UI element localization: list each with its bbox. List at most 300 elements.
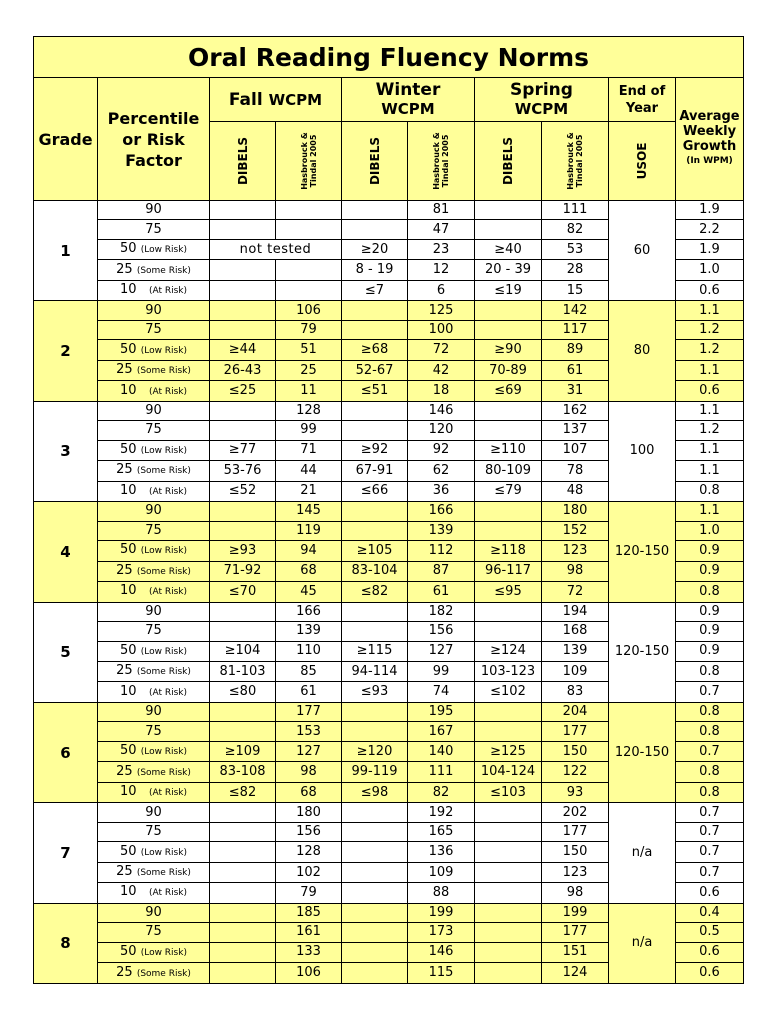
spring-dibels-cell: ≥118 (475, 541, 542, 561)
fall-hasbrouck-cell: 185 (276, 903, 342, 922)
winter-hasbrouck-cell: 139 (408, 521, 475, 540)
winter-hasbrouck-cell: 192 (408, 803, 475, 822)
grade-cell: 2 (34, 301, 98, 401)
fall-hasbrouck-cell: 98 (276, 762, 342, 782)
spring-hasbrouck-cell: 151 (542, 942, 609, 962)
percentile-header: Percentile or Risk Factor (98, 78, 210, 201)
percentile-value: 90 (145, 804, 162, 820)
percentile-value: 10 (119, 683, 137, 699)
fall-label: Fall (228, 89, 263, 110)
risk-label: (Low Risk) (140, 947, 187, 958)
fall-hasbrouck-cell: 11 (276, 381, 342, 401)
winter-hasbrouck-cell: 62 (408, 461, 475, 481)
winter-dibels-cell (342, 803, 408, 822)
fall-hasbrouck-cell: 21 (276, 481, 342, 501)
weekly-growth-cell: 0.7 (676, 842, 744, 862)
winter-hasbrouck-cell: 115 (408, 963, 475, 984)
percentile-value: 90 (145, 904, 162, 920)
winter-dibels-cell (342, 942, 408, 962)
winter-hasbrouck-cell: 167 (408, 722, 475, 741)
fall-dibels-cell: ≤82 (210, 782, 276, 802)
spring-dibels-cell: ≥110 (475, 440, 542, 460)
weekly-growth-cell: 1.1 (676, 440, 744, 460)
spring-dibels-cell: ≤103 (475, 782, 542, 802)
end-of-year-cell: n/a (609, 903, 676, 983)
risk-label: (Some Risk) (136, 767, 191, 778)
end-of-year-cell: 100 (609, 401, 676, 501)
not-tested-cell: not tested (210, 239, 342, 259)
percentile-value: 10 (119, 884, 137, 900)
spring-dibels-cell (475, 803, 542, 822)
winter-dibels-cell (342, 842, 408, 862)
risk-label: (Low Risk) (140, 245, 187, 256)
winter-hasbrouck-cell: 173 (408, 923, 475, 942)
fall-hasbrouck-cell: 51 (276, 340, 342, 360)
spring-dibels-cell (475, 602, 542, 621)
risk-label: (Low Risk) (140, 847, 187, 858)
spring-dibels-cell: ≥90 (475, 340, 542, 360)
percentile-cell (98, 301, 210, 320)
winter-dibels-cell (342, 502, 408, 521)
weekly-growth-cell: 0.8 (676, 582, 744, 602)
weekly-growth-cell: 0.5 (676, 923, 744, 942)
percentile-cell (98, 239, 210, 259)
weekly-growth-cell: 0.9 (676, 602, 744, 621)
end-of-year-cell: 120-150 (609, 602, 676, 702)
winter-dibels-cell (342, 722, 408, 741)
winter-hasbrouck-cell: 36 (408, 481, 475, 501)
percentile-value: 90 (145, 403, 162, 419)
percentile-cell (98, 541, 210, 561)
percentile-cell (98, 702, 210, 721)
risk-label: (At Risk) (148, 486, 188, 497)
percentile-value: 25 (116, 462, 133, 478)
fall-dibels-cell (210, 622, 276, 641)
percentile-cell (98, 682, 210, 702)
percentile-cell (98, 461, 210, 481)
percentile-value: 25 (116, 864, 133, 879)
percentile-value: 90 (145, 603, 162, 619)
end-of-year-cell: 120-150 (609, 502, 676, 602)
spring-hasbrouck-cell: 83 (542, 682, 609, 702)
fall-dibels-cell (210, 942, 276, 962)
spring-hasbrouck-cell: 152 (542, 521, 609, 540)
spring-hasbrouck-header: Hasbrouck & Tindal 2005 (542, 122, 609, 201)
spring-dibels-cell: ≤102 (475, 682, 542, 702)
spring-hasbrouck-cell: 150 (542, 741, 609, 761)
fall-dibels-cell (210, 602, 276, 621)
percentile-value: 50 (120, 341, 137, 357)
winter-hasbrouck-cell: 23 (408, 239, 475, 259)
risk-label: (Some Risk) (136, 566, 191, 577)
percentile-cell (98, 260, 210, 280)
fall-dibels-cell: 26-43 (210, 360, 276, 380)
winter-dibels-cell (342, 602, 408, 621)
table-row (34, 502, 744, 521)
spring-hasbrouck-cell: 202 (542, 803, 609, 822)
percentile-value: 75 (145, 924, 162, 940)
spring-hasbrouck-cell: 123 (542, 862, 609, 882)
spring-hasbrouck-cell: 139 (542, 641, 609, 661)
percentile-cell (98, 602, 210, 621)
winter-hasbrouck-cell: 109 (408, 862, 475, 882)
weekly-growth-cell: 0.6 (676, 381, 744, 401)
percentile-value: 10 (119, 583, 137, 599)
risk-label: (Some Risk) (136, 667, 191, 678)
spring-dibels-cell: 80-109 (475, 461, 542, 481)
spring-dibels-cell: 104-124 (475, 762, 542, 782)
weekly-growth-cell: 1.2 (676, 320, 744, 339)
winter-dibels-cell: ≤93 (342, 682, 408, 702)
percentile-value: 50 (120, 843, 137, 859)
weekly-growth-cell: 0.7 (676, 741, 744, 761)
percentile-value: 25 (116, 763, 133, 779)
table-title: Oral Reading Fluency Norms (34, 37, 744, 78)
fall-hasbrouck-cell (276, 220, 342, 239)
percentile-cell (98, 582, 210, 602)
spring-dibels-cell (475, 521, 542, 540)
fall-hasbrouck-cell: 161 (276, 923, 342, 942)
fall-dibels-cell: ≤70 (210, 582, 276, 602)
table-row (34, 903, 744, 922)
fall-dibels-cell (210, 260, 276, 280)
risk-label: (At Risk) (148, 386, 188, 397)
risk-label: (Some Risk) (136, 466, 191, 477)
fall-hasbrouck-cell: 177 (276, 702, 342, 721)
spring-hasbrouck-cell: 162 (542, 401, 609, 420)
fall-dibels-cell (210, 963, 276, 984)
spring-hasbrouck-cell: 93 (542, 782, 609, 802)
percentile-value: 90 (145, 202, 162, 218)
winter-hasbrouck-header: Hasbrouck & Tindal 2005 (408, 122, 475, 201)
winter-hasbrouck-cell: 156 (408, 622, 475, 641)
fall-hasbrouck-cell: 79 (276, 883, 342, 903)
weekly-growth-label: Average Weekly Growth (679, 109, 740, 154)
grade-cell: 4 (34, 502, 98, 602)
spring-dibels-cell: 20 - 39 (475, 260, 542, 280)
spring-hasbrouck-cell: 177 (542, 923, 609, 942)
percentile-cell (98, 722, 210, 741)
fall-dibels-cell (210, 421, 276, 440)
percentile-value: 50 (120, 943, 137, 959)
spring-dibels-cell: ≤79 (475, 481, 542, 501)
fall-dibels-cell: ≤52 (210, 481, 276, 501)
fall-dibels-cell: 71-92 (210, 561, 276, 581)
spring-hasbrouck-cell: 15 (542, 280, 609, 300)
spring-dibels-cell (475, 842, 542, 862)
winter-dibels-cell: 83-104 (342, 561, 408, 581)
winter-hasbrouck-cell: 6 (408, 280, 475, 300)
weekly-growth-cell: 1.1 (676, 401, 744, 420)
fall-dibels-cell: ≥77 (210, 440, 276, 460)
fall-hasbrouck-cell (276, 280, 342, 300)
spring-dibels-cell: ≥124 (475, 641, 542, 661)
percentile-cell (98, 220, 210, 239)
percentile-cell (98, 782, 210, 802)
risk-label: (Some Risk) (136, 265, 191, 276)
fall-dibels-cell (210, 842, 276, 862)
spring-dibels-cell (475, 903, 542, 922)
percentile-value: 25 (116, 964, 133, 980)
percentile-cell (98, 502, 210, 521)
table-row (34, 201, 744, 220)
fall-hasbrouck-cell: 79 (276, 320, 342, 339)
winter-hasbrouck-cell: 120 (408, 421, 475, 440)
fall-hasbrouck-cell (276, 260, 342, 280)
winter-hasbrouck-cell: 61 (408, 582, 475, 602)
winter-hasbrouck-cell: 195 (408, 702, 475, 721)
fall-dibels-cell (210, 301, 276, 320)
spring-dibels-cell (475, 301, 542, 320)
fall-dibels-cell: ≤25 (210, 381, 276, 401)
spring-hasbrouck-cell: 31 (542, 381, 609, 401)
grade-cell: 8 (34, 903, 98, 983)
fall-dibels-cell (210, 862, 276, 882)
risk-label: (Some Risk) (136, 968, 191, 979)
winter-dibels-cell: ≥68 (342, 340, 408, 360)
percentile-value: 10 (119, 282, 137, 298)
spring-hasbrouck-cell: 109 (542, 661, 609, 681)
risk-label: (Low Risk) (140, 646, 187, 657)
winter-hasbrouck-cell: 199 (408, 903, 475, 922)
weekly-growth-cell: 0.8 (676, 782, 744, 802)
winter-dibels-cell (342, 320, 408, 339)
percentile-value: 75 (145, 824, 162, 840)
grade-cell: 7 (34, 803, 98, 903)
percentile-value: 50 (120, 241, 137, 257)
spring-dibels-header: DIBELS (475, 122, 542, 201)
spring-hasbrouck-cell: 124 (542, 963, 609, 984)
percentile-cell (98, 280, 210, 300)
percentile-value: 90 (145, 704, 162, 720)
weekly-growth-cell: 0.7 (676, 803, 744, 822)
risk-label: (Low Risk) (140, 546, 187, 557)
winter-dibels-cell: ≥115 (342, 641, 408, 661)
winter-hasbrouck-cell: 47 (408, 220, 475, 239)
grade-cell: 3 (34, 401, 98, 501)
end-of-year-cell: n/a (609, 803, 676, 903)
spring-hasbrouck-cell: 180 (542, 502, 609, 521)
table-row (34, 803, 744, 822)
spring-hasbrouck-cell: 48 (542, 481, 609, 501)
percentile-value: 90 (145, 302, 162, 318)
percentile-cell (98, 963, 210, 984)
winter-hasbrouck-cell: 72 (408, 340, 475, 360)
table-row (34, 602, 744, 621)
winter-hasbrouck-cell: 82 (408, 782, 475, 802)
grade-cell: 5 (34, 602, 98, 702)
winter-hasbrouck-cell: 140 (408, 741, 475, 761)
weekly-growth-cell: 0.9 (676, 541, 744, 561)
winter-dibels-cell: ≥92 (342, 440, 408, 460)
spring-dibels-cell (475, 320, 542, 339)
winter-dibels-cell: ≤51 (342, 381, 408, 401)
spring-dibels-cell (475, 942, 542, 962)
fall-dibels-cell: ≥104 (210, 641, 276, 661)
winter-dibels-cell: ≤82 (342, 582, 408, 602)
spring-dibels-cell (475, 421, 542, 440)
fall-dibels-cell (210, 923, 276, 942)
percentile-value: 50 (120, 743, 137, 759)
spring-dibels-cell (475, 201, 542, 220)
percentile-cell (98, 440, 210, 460)
percentile-value: 10 (119, 482, 137, 498)
spring-hasbrouck-cell: 177 (542, 722, 609, 741)
weekly-growth-cell: 0.8 (676, 722, 744, 741)
percentile-cell (98, 622, 210, 641)
percentile-cell (98, 481, 210, 501)
fall-hasbrouck-cell: 45 (276, 582, 342, 602)
usoe-header: USOE (609, 122, 676, 201)
percentile-cell (98, 521, 210, 540)
fall-unit: WCPM (268, 90, 323, 109)
weekly-growth-cell: 1.0 (676, 521, 744, 540)
winter-dibels-cell (342, 702, 408, 721)
risk-label: (Some Risk) (136, 868, 191, 878)
weekly-growth-header (676, 78, 744, 201)
winter-dibels-cell: ≤98 (342, 782, 408, 802)
winter-dibels-cell (342, 622, 408, 641)
winter-hasbrouck-cell: 112 (408, 541, 475, 561)
fall-dibels-cell (210, 502, 276, 521)
percentile-cell (98, 762, 210, 782)
spring-hasbrouck-cell: 204 (542, 702, 609, 721)
percentile-cell (98, 421, 210, 440)
fall-hasbrouck-cell: 71 (276, 440, 342, 460)
winter-dibels-cell: ≥20 (342, 239, 408, 259)
spring-dibels-cell (475, 862, 542, 882)
spring-hasbrouck-cell: 117 (542, 320, 609, 339)
risk-label: (Some Risk) (136, 366, 191, 377)
percentile-cell (98, 561, 210, 581)
weekly-growth-cell: 0.4 (676, 903, 744, 922)
percentile-cell (98, 340, 210, 360)
risk-label: (At Risk) (148, 888, 188, 899)
winter-dibels-cell (342, 862, 408, 882)
winter-hasbrouck-cell: 146 (408, 942, 475, 962)
risk-label: (At Risk) (148, 587, 188, 598)
winter-dibels-cell: ≤66 (342, 481, 408, 501)
fall-hasbrouck-cell: 145 (276, 502, 342, 521)
risk-label: (At Risk) (148, 286, 188, 297)
spring-hasbrouck-cell: 72 (542, 582, 609, 602)
percentile-value: 75 (145, 322, 162, 338)
spring-hasbrouck-cell: 53 (542, 239, 609, 259)
fall-hasbrouck-cell: 133 (276, 942, 342, 962)
spring-hasbrouck-cell: 61 (542, 360, 609, 380)
percentile-cell (98, 903, 210, 922)
winter-hasbrouck-cell: 92 (408, 440, 475, 460)
spring-dibels-cell (475, 401, 542, 420)
fall-dibels-cell (210, 883, 276, 903)
winter-dibels-cell: ≤7 (342, 280, 408, 300)
percentile-cell (98, 381, 210, 401)
fall-dibels-cell (210, 401, 276, 420)
grade-cell: 1 (34, 201, 98, 301)
spring-hasbrouck-cell: 177 (542, 822, 609, 841)
fall-hasbrouck-cell: 166 (276, 602, 342, 621)
fall-hasbrouck-cell: 106 (276, 963, 342, 984)
winter-dibels-cell (342, 903, 408, 922)
percentile-cell (98, 360, 210, 380)
winter-dibels-cell: 8 - 19 (342, 260, 408, 280)
fall-hasbrouck-cell: 119 (276, 521, 342, 540)
winter-dibels-cell (342, 301, 408, 320)
percentile-value: 10 (119, 784, 137, 800)
percentile-cell (98, 942, 210, 962)
fall-dibels-cell: 53-76 (210, 461, 276, 481)
weekly-growth-cell: 0.8 (676, 481, 744, 501)
percentile-value: 50 (120, 441, 137, 457)
spring-hasbrouck-cell: 107 (542, 440, 609, 460)
winter-dibels-cell (342, 883, 408, 903)
end-of-year-cell: 60 (609, 201, 676, 301)
percentile-cell (98, 883, 210, 903)
winter-dibels-cell (342, 963, 408, 984)
fall-dibels-header: DIBELS (210, 122, 276, 201)
weekly-growth-cell: 1.9 (676, 201, 744, 220)
fall-hasbrouck-cell: 94 (276, 541, 342, 561)
fall-hasbrouck-cell: 99 (276, 421, 342, 440)
spring-dibels-cell (475, 220, 542, 239)
spring-hasbrouck-cell: 111 (542, 201, 609, 220)
winter-dibels-cell: ≥120 (342, 741, 408, 761)
winter-dibels-cell (342, 421, 408, 440)
fall-dibels-cell (210, 521, 276, 540)
fall-dibels-cell: 83-108 (210, 762, 276, 782)
weekly-growth-cell: 0.8 (676, 762, 744, 782)
grade-header: Grade (34, 78, 98, 201)
weekly-growth-cell: 0.6 (676, 883, 744, 903)
spring-dibels-cell: ≤19 (475, 280, 542, 300)
spring-dibels-cell (475, 702, 542, 721)
end-of-year-cell: 80 (609, 301, 676, 401)
percentile-value: 25 (116, 261, 133, 277)
fall-hasbrouck-cell: 128 (276, 401, 342, 420)
spring-dibels-cell (475, 622, 542, 641)
spring-dibels-cell (475, 722, 542, 741)
winter-hasbrouck-cell: 146 (408, 401, 475, 420)
norms-body (34, 201, 744, 984)
weekly-growth-cell: 1.0 (676, 260, 744, 280)
spring-hasbrouck-cell: 78 (542, 461, 609, 481)
percentile-cell (98, 401, 210, 420)
winter-hasbrouck-cell: 136 (408, 842, 475, 862)
weekly-growth-cell: 1.1 (676, 301, 744, 320)
spring-hasbrouck-cell: 82 (542, 220, 609, 239)
percentile-value: 75 (145, 522, 162, 538)
fall-dibels-cell (210, 822, 276, 841)
fall-hasbrouck-cell: 106 (276, 301, 342, 320)
percentile-cell (98, 741, 210, 761)
spring-dibels-cell: 70-89 (475, 360, 542, 380)
winter-dibels-cell: 52-67 (342, 360, 408, 380)
percentile-cell (98, 822, 210, 841)
percentile-value: 25 (116, 562, 133, 578)
spring-hasbrouck-cell: 137 (542, 421, 609, 440)
spring-hasbrouck-cell: 122 (542, 762, 609, 782)
fall-hasbrouck-cell: 25 (276, 360, 342, 380)
percentile-cell (98, 641, 210, 661)
spring-hasbrouck-cell: 98 (542, 883, 609, 903)
fall-dibels-cell: ≥109 (210, 741, 276, 761)
percentile-cell (98, 923, 210, 942)
winter-hasbrouck-cell: 42 (408, 360, 475, 380)
spring-dibels-cell (475, 923, 542, 942)
spring-dibels-cell: 96-117 (475, 561, 542, 581)
winter-unit: WCPM (381, 99, 435, 118)
spring-dibels-cell (475, 883, 542, 903)
